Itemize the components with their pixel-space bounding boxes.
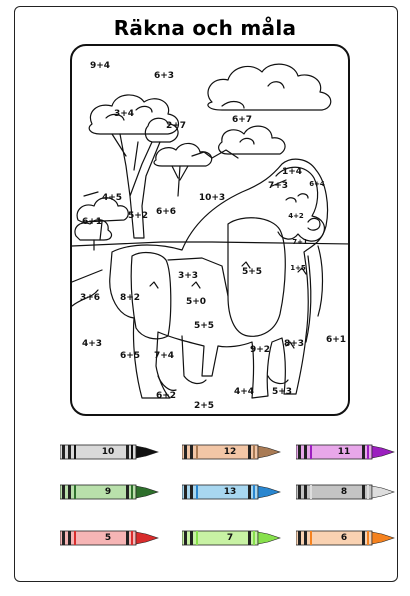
crayon-number: 13	[223, 487, 237, 497]
problem-label: 6+5	[119, 351, 141, 361]
problem-label: 6+6	[155, 207, 177, 217]
problem-label: 2+5	[193, 401, 215, 411]
problem-label: 6+4	[309, 180, 325, 188]
problem-label: 5+0	[185, 297, 207, 307]
crayon-key-item	[182, 529, 282, 547]
crayon-key-item	[182, 443, 282, 461]
problem-label: 3+4	[113, 109, 135, 119]
problem-label: 6+7	[231, 115, 253, 125]
problem-label: 4+4	[233, 387, 255, 397]
crayon-number: 11	[337, 447, 351, 457]
problem-label: 8+2	[119, 293, 141, 303]
crayon-number: 5	[104, 533, 112, 543]
crayon-key-item	[60, 483, 160, 501]
coloring-picture-frame	[70, 44, 350, 416]
crayon-number: 9	[104, 487, 112, 497]
problem-label: 1+5	[290, 264, 306, 272]
problem-label: 6+3	[153, 71, 175, 81]
problem-label: 7+3	[267, 181, 289, 191]
crayon-key-item	[60, 529, 160, 547]
crayon-key-item	[60, 443, 160, 461]
crayon-key-item	[182, 483, 282, 501]
problem-label: 1+4	[281, 167, 303, 177]
problem-label: 3+3	[177, 271, 199, 281]
crayon-key-item	[296, 483, 396, 501]
crayon-key-item	[296, 443, 396, 461]
problem-label: 4+3	[81, 339, 103, 349]
problem-label: 10+3	[198, 193, 226, 203]
problem-label: 5+3	[271, 387, 293, 397]
crayon-key-item	[296, 529, 396, 547]
gorilla-savanna-drawing	[72, 46, 350, 416]
problem-label: 5+5	[241, 267, 263, 277]
page-title: Räkna och måla	[113, 16, 297, 40]
problem-label: 5+5	[193, 321, 215, 331]
problem-label: 6+1	[81, 217, 103, 227]
problem-label: 8+3	[283, 339, 305, 349]
problem-label: 4+2	[288, 212, 304, 220]
problem-label: 5+2	[127, 211, 149, 221]
problem-label: 7+1	[292, 238, 308, 246]
problem-label: 7+4	[153, 351, 175, 361]
crayon-number: 10	[101, 447, 115, 457]
problem-label: 9+2	[249, 345, 271, 355]
problem-label: 9+4	[89, 61, 111, 71]
crayon-number: 6	[340, 533, 348, 543]
problem-label: 6+2	[155, 391, 177, 401]
crayon-number: 8	[340, 487, 348, 497]
problem-label: 2+7	[165, 121, 187, 131]
crayon-number: 7	[226, 533, 234, 543]
crayon-number: 12	[223, 447, 237, 457]
problem-label: 4+5	[101, 193, 123, 203]
problem-label: 3+6	[79, 293, 101, 303]
problem-label: 6+1	[325, 335, 347, 345]
